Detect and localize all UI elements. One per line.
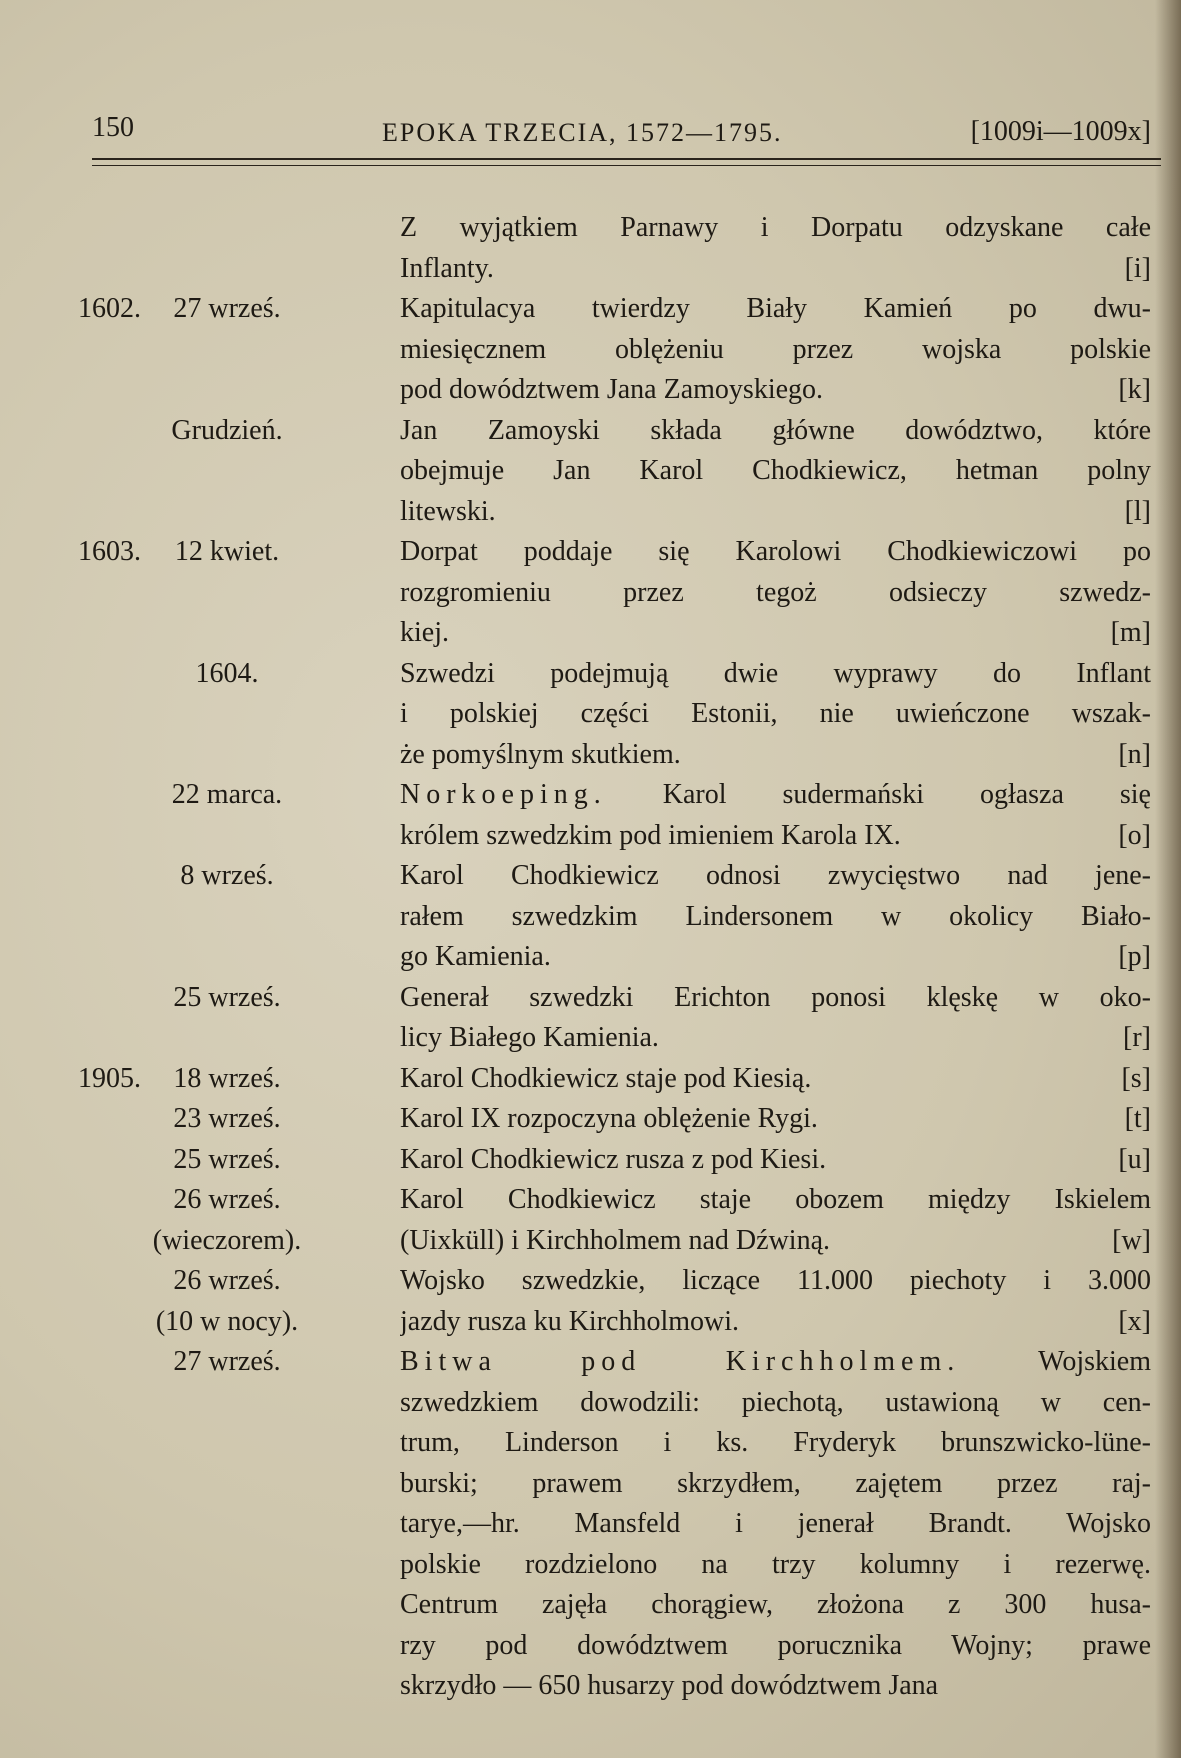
text-line bbox=[0, 816, 1181, 857]
line-text: Karol Chodkiewicz rusza z pod Kiesi. bbox=[400, 1143, 827, 1175]
chronology-entry bbox=[0, 1180, 1181, 1261]
line-text: miesięcznem oblężeniu przez wojska polskie bbox=[400, 333, 1151, 365]
line-text: (Uixküll) i Kirchholmem nad Dźwiną. bbox=[400, 1224, 831, 1256]
entry-date: 25 wrześ. bbox=[173, 981, 281, 1013]
text-line-content bbox=[400, 937, 1151, 978]
text-line bbox=[0, 573, 1181, 614]
line-text: obejmuje Jan Karol Chodkiewicz, hetman polny bbox=[400, 455, 1151, 486]
line-text: rozgromieniu przez tegoż odsieczy szwedz- bbox=[400, 576, 1151, 608]
line-text: trum, Linderson i ks. Fryderyk brunszwicko-lüne- bbox=[400, 1427, 1151, 1458]
text-line-content bbox=[400, 1180, 1151, 1221]
chronology-entry bbox=[0, 1059, 1181, 1100]
text-line-content bbox=[400, 1018, 1151, 1059]
text-line bbox=[0, 897, 1181, 938]
running-title: EPOKA TRZECIA, 1572—1795. bbox=[382, 118, 783, 147]
entry-date: 18 wrześ. bbox=[173, 1062, 281, 1094]
chronology-entry bbox=[0, 978, 1181, 1059]
note-marker: [o] bbox=[1118, 819, 1151, 851]
line-text: pod dowództwem Jana Zamoyskiego. bbox=[400, 374, 824, 405]
page-number: 150 bbox=[92, 112, 134, 143]
line-text: Dorpat poddaje się Karolowi Chodkiewiczowi po bbox=[400, 536, 1151, 567]
chronology-entry bbox=[0, 411, 1181, 533]
line-text: polskie rozdzielono na trzy kolumny i rezerwę. bbox=[400, 1548, 1151, 1580]
text-line-content bbox=[400, 1221, 1151, 1262]
chronology-entry bbox=[0, 775, 1181, 856]
note-marker: [r] bbox=[1123, 1022, 1151, 1053]
text-line-content bbox=[400, 775, 1151, 816]
text-line-content bbox=[400, 1342, 1151, 1383]
chronology-entry bbox=[0, 654, 1181, 776]
chronology-entry bbox=[0, 1261, 1181, 1342]
text-line-content bbox=[400, 1302, 1151, 1343]
line-text: szwedzkiem dowodzili: piechotą, ustawioną w cen- bbox=[400, 1386, 1151, 1418]
line-text: rzy pod dowództwem porucznika Wojny; prawe bbox=[400, 1629, 1151, 1661]
text-line bbox=[0, 330, 1181, 371]
entry-date: 25 wrześ. bbox=[173, 1143, 281, 1175]
line-text: Karol Chodkiewicz staje obozem między Iskielem bbox=[400, 1184, 1151, 1215]
text-line bbox=[0, 937, 1181, 978]
entry-date: 22 marca. bbox=[171, 779, 283, 810]
text-line-content bbox=[400, 1666, 1151, 1707]
line-text: jazdy rusza ku Kirchholmowi. bbox=[400, 1305, 740, 1337]
entry-date: 26 wrześ. bbox=[173, 1265, 281, 1296]
chronology-entry bbox=[0, 289, 1181, 411]
entry-year: 1603. bbox=[78, 536, 141, 567]
text-line-content bbox=[400, 411, 1151, 452]
text-line bbox=[0, 735, 1181, 776]
text-line bbox=[0, 208, 1181, 249]
line-text: Karol sudermański ogłasza się bbox=[606, 779, 1151, 810]
line-text: Wojskiem bbox=[960, 1346, 1151, 1377]
text-line-content bbox=[400, 897, 1151, 938]
chronology-entry bbox=[0, 1342, 1181, 1707]
line-text: tarye,—hr. Mansfeld i jenerał Brandt. Wojsko bbox=[400, 1508, 1151, 1539]
entry-date: 23 wrześ. bbox=[173, 1103, 281, 1134]
text-line-content bbox=[400, 1140, 1151, 1181]
text-line-content bbox=[400, 1423, 1151, 1464]
text-line-content bbox=[400, 451, 1151, 492]
chronology-entry bbox=[0, 208, 1181, 289]
chronology-entry bbox=[0, 856, 1181, 978]
text-line-content bbox=[400, 1464, 1151, 1505]
note-marker: [i] bbox=[1124, 252, 1151, 284]
line-text: i polskiej części Estonii, nie uwieńczone wszak- bbox=[400, 698, 1151, 729]
text-line-content bbox=[400, 370, 1151, 411]
text-line-content bbox=[400, 1504, 1151, 1545]
line-text: go Kamienia. bbox=[400, 941, 551, 972]
section-reference: [1009i—1009x] bbox=[970, 116, 1151, 147]
spaced-emphasis: Bitwa pod Kirchholmem. bbox=[400, 1346, 961, 1377]
note-marker: [w] bbox=[1112, 1224, 1151, 1256]
line-text: Karol IX rozpoczyna oblężenie Rygi. bbox=[400, 1103, 818, 1134]
line-text: skrzydło — 650 husarzy pod dowództwem Jana bbox=[400, 1670, 939, 1701]
text-line-content bbox=[400, 856, 1151, 897]
text-line bbox=[0, 1018, 1181, 1059]
note-marker: [n] bbox=[1118, 738, 1151, 770]
text-line-content bbox=[400, 735, 1151, 776]
line-text: Jan Zamoyski składa główne dowództwo, które bbox=[400, 414, 1151, 446]
note-marker: [x] bbox=[1118, 1305, 1151, 1337]
chronology-entry bbox=[0, 532, 1181, 654]
text-line bbox=[0, 1383, 1181, 1424]
line-text: burski; prawem skrzydłem, zajętem przez raj- bbox=[400, 1467, 1151, 1499]
chronology-entry bbox=[0, 1099, 1181, 1140]
line-text: litewski. bbox=[400, 495, 496, 527]
text-line-content bbox=[400, 208, 1151, 249]
line-text: licy Białego Kamienia. bbox=[400, 1022, 659, 1053]
line-text: że pomyślnym skutkiem. bbox=[400, 738, 681, 770]
text-line bbox=[0, 1504, 1181, 1545]
text-line-content bbox=[400, 613, 1151, 654]
note-marker: [p] bbox=[1118, 941, 1151, 972]
header-rule bbox=[92, 158, 1161, 160]
text-line-content bbox=[400, 1545, 1151, 1586]
text-line-content bbox=[400, 654, 1151, 695]
line-text: rałem szwedzkim Lindersonem w okolicy Biało- bbox=[400, 900, 1151, 932]
line-text: kiej. bbox=[400, 617, 449, 648]
line-text: Wojsko szwedzkie, liczące 11.000 piechoty i 3.000 bbox=[400, 1265, 1151, 1296]
entry-date: Grudzień. bbox=[171, 414, 283, 446]
entry-date-detail: (10 w nocy). bbox=[155, 1305, 299, 1337]
text-line-content bbox=[400, 1626, 1151, 1667]
text-line-content bbox=[400, 1585, 1151, 1626]
text-line-content bbox=[400, 978, 1151, 1019]
text-line-content bbox=[400, 816, 1151, 857]
text-line-content bbox=[400, 249, 1151, 290]
page-edge-shadow bbox=[1155, 0, 1181, 1758]
chronology-entries bbox=[0, 208, 1181, 1707]
entry-date: 8 wrześ. bbox=[180, 860, 274, 891]
entry-year: 1602. bbox=[78, 293, 141, 324]
chronology-entry bbox=[0, 1140, 1181, 1181]
text-line bbox=[0, 613, 1181, 654]
text-line bbox=[0, 1626, 1181, 1667]
line-text: Generał szwedzki Erichton ponosi klęskę w oko- bbox=[400, 981, 1151, 1013]
entry-date: 27 wrześ. bbox=[173, 293, 281, 324]
entry-date: 27 wrześ. bbox=[173, 1346, 281, 1377]
line-text: królem szwedzkim pod imieniem Karola IX. bbox=[400, 819, 901, 851]
text-line bbox=[0, 1423, 1181, 1464]
text-line-content bbox=[400, 1099, 1151, 1140]
text-line-content bbox=[400, 289, 1151, 330]
page-header bbox=[92, 112, 1161, 152]
entry-date-detail: (wieczorem). bbox=[152, 1224, 302, 1256]
text-line bbox=[0, 1545, 1181, 1586]
entry-date: 12 kwiet. bbox=[174, 536, 280, 567]
text-line-content bbox=[400, 330, 1151, 371]
note-marker: [t] bbox=[1124, 1103, 1151, 1134]
text-line-content bbox=[400, 1261, 1151, 1302]
line-text: Inflanty. bbox=[400, 252, 494, 284]
entry-date: 1604. bbox=[195, 657, 259, 689]
text-line bbox=[0, 694, 1181, 735]
note-marker: [s] bbox=[1121, 1062, 1151, 1094]
text-line bbox=[0, 249, 1181, 290]
note-marker: [l] bbox=[1124, 495, 1151, 527]
line-text: Kapitulacya twierdzy Biały Kamień po dwu- bbox=[400, 293, 1151, 324]
entry-date: 26 wrześ. bbox=[173, 1184, 281, 1215]
text-line bbox=[0, 1585, 1181, 1626]
text-line-content bbox=[400, 694, 1151, 735]
text-line bbox=[0, 1464, 1181, 1505]
text-line bbox=[0, 1666, 1181, 1707]
line-text: Karol Chodkiewicz staje pod Kiesią. bbox=[400, 1062, 812, 1094]
text-line-content bbox=[400, 492, 1151, 533]
note-marker: [k] bbox=[1118, 374, 1151, 405]
text-line-content bbox=[400, 532, 1151, 573]
entry-year: 1905. bbox=[78, 1062, 141, 1094]
line-text: Karol Chodkiewicz odnosi zwycięstwo nad jene- bbox=[400, 860, 1151, 891]
line-text: Centrum zajęła chorągiew, złożona z 300 husa- bbox=[400, 1589, 1151, 1620]
text-line bbox=[0, 370, 1181, 411]
line-text: Z wyjątkiem Parnawy i Dorpatu odzyskane całe bbox=[400, 212, 1151, 243]
text-line bbox=[0, 451, 1181, 492]
text-line-content bbox=[400, 1059, 1151, 1100]
header-rule-thin bbox=[92, 165, 1161, 166]
text-line-content bbox=[400, 1383, 1151, 1424]
note-marker: [m] bbox=[1110, 617, 1151, 648]
spaced-emphasis: Norkoeping. bbox=[400, 779, 607, 810]
text-line bbox=[0, 492, 1181, 533]
text-line-content bbox=[400, 573, 1151, 614]
line-text: Szwedzi podejmują dwie wyprawy do Inflant bbox=[400, 657, 1151, 689]
note-marker: [u] bbox=[1118, 1143, 1151, 1175]
